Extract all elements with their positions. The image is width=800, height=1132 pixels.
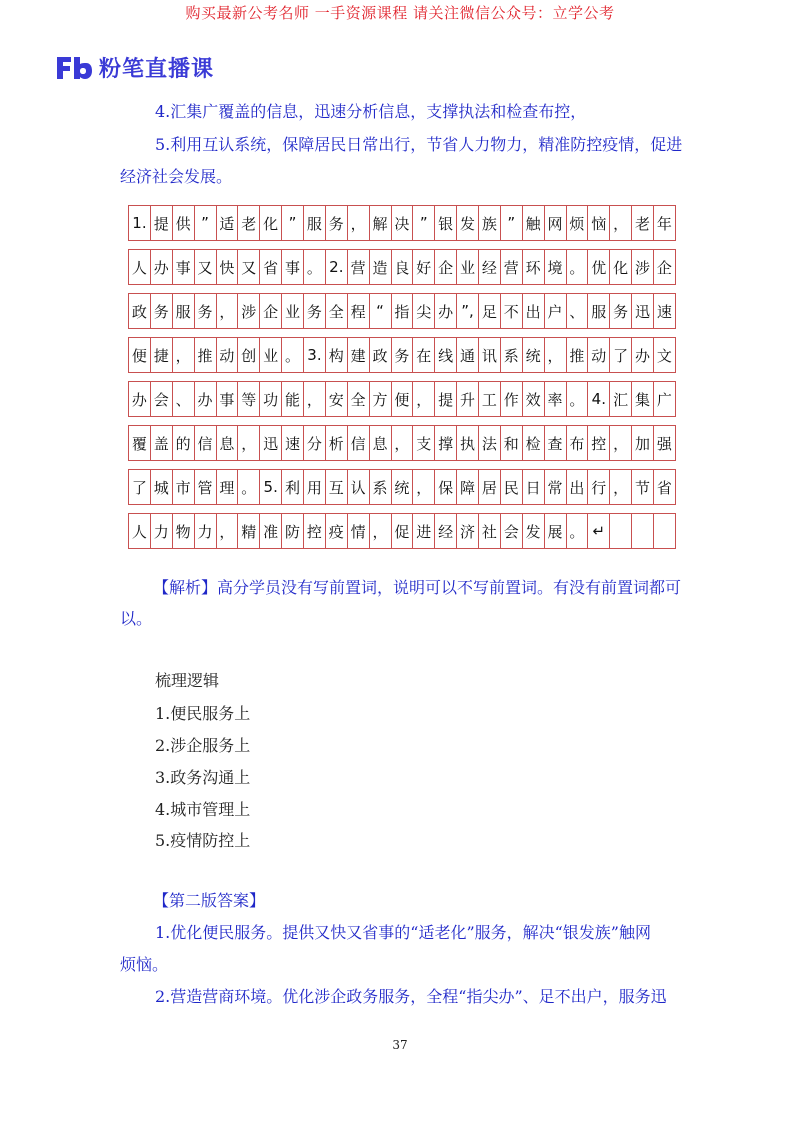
grid-cell: 功: [259, 382, 281, 416]
grid-cell: 会: [500, 514, 522, 548]
logic-item-4: 4.城市管理上: [155, 800, 251, 819]
brand-logo: [55, 52, 214, 83]
fenbi-logo-icon: [55, 55, 93, 81]
grid-cell: 、: [566, 294, 588, 328]
grid-cell: 涉: [631, 250, 653, 284]
grid-cell: 5.: [259, 470, 281, 504]
grid-cell: 障: [456, 470, 478, 504]
grid-cell: ↵: [587, 514, 609, 548]
grid-cell: 足: [478, 294, 500, 328]
grid-cell: 优: [587, 250, 609, 284]
grid-cell: 企: [653, 250, 676, 284]
grid-cell: ，: [412, 382, 434, 416]
grid-cell: 社: [478, 514, 500, 548]
grid-cell: 布: [566, 426, 588, 460]
grid-cell: 4.: [587, 382, 609, 416]
grid-cell: 动: [587, 338, 609, 372]
grid-cell: 出: [566, 470, 588, 504]
grid-cell: 了: [609, 338, 631, 372]
grid-cell: 恼: [587, 206, 609, 240]
grid-cell: 适: [216, 206, 238, 240]
grid-cell: 提: [150, 206, 172, 240]
grid-cell: ，: [391, 426, 413, 460]
grid-cell: 检: [522, 426, 544, 460]
grid-cell: 事: [172, 250, 194, 284]
logic-item-5: 5.疫情防控上: [155, 831, 251, 850]
grid-cell: 、: [172, 382, 194, 416]
grid-cell: ，: [369, 514, 391, 548]
grid-cell: ”: [194, 206, 216, 240]
grid-cell: 方: [369, 382, 391, 416]
grid-cell: [653, 514, 676, 548]
grid-cell: 环: [522, 250, 544, 284]
second-line-1-cont: 烦恼。: [120, 955, 169, 974]
grid-cell: 政: [369, 338, 391, 372]
grid-cell: 认: [347, 470, 369, 504]
grid-cell: 济: [456, 514, 478, 548]
grid-cell: 民: [500, 470, 522, 504]
grid-cell: 程: [347, 294, 369, 328]
grid-cell: 行: [587, 470, 609, 504]
grid-cell: 好: [412, 250, 434, 284]
grid-cell: 务: [194, 294, 216, 328]
grid-cell: 快: [216, 250, 238, 284]
grid-cell: 城: [150, 470, 172, 504]
grid-cell: 务: [150, 294, 172, 328]
grid-cell: 在: [412, 338, 434, 372]
grid-cell: 烦: [566, 206, 588, 240]
analysis-line-1: [153, 577, 681, 599]
grid-cell: 老: [631, 206, 653, 240]
grid-cell: 通: [456, 338, 478, 372]
grid-cell: 办: [631, 338, 653, 372]
grid-cell: 力: [194, 514, 216, 548]
grid-cell: 户: [544, 294, 566, 328]
grid-cell: 业: [456, 250, 478, 284]
grid-cell: 控: [587, 426, 609, 460]
grid-cell: 。: [566, 382, 588, 416]
grid-cell: 速: [653, 294, 676, 328]
grid-cell: 。: [237, 470, 259, 504]
grid-cell: 。: [566, 250, 588, 284]
grid-cell: 析: [325, 426, 347, 460]
grid-cell: 发: [522, 514, 544, 548]
grid-cell: 促: [391, 514, 413, 548]
grid-cell: 理: [216, 470, 238, 504]
grid-cell: 省: [653, 470, 676, 504]
grid-cell: 统: [522, 338, 544, 372]
grid-cell: 业: [281, 294, 303, 328]
grid-cell: 进: [412, 514, 434, 548]
grid-cell: 决: [391, 206, 413, 240]
logic-item-1: 1.便民服务上: [155, 704, 251, 723]
grid-cell: 银: [434, 206, 456, 240]
grid-cell: ，: [216, 514, 238, 548]
grid-cell: ”,: [456, 294, 478, 328]
grid-row: [128, 381, 676, 417]
grid-cell: 执: [456, 426, 478, 460]
grid-cell: 和: [500, 426, 522, 460]
grid-row: [128, 337, 676, 373]
grid-cell: 安: [325, 382, 347, 416]
grid-cell: ，: [412, 470, 434, 504]
grid-cell: 查: [544, 426, 566, 460]
grid-cell: 办: [150, 250, 172, 284]
grid-cell: 又: [194, 250, 216, 284]
second-version-tag: 【第二版答案】: [153, 891, 266, 910]
grid-cell: 便: [128, 338, 150, 372]
grid-cell: 控: [303, 514, 325, 548]
grid-cell: 加: [631, 426, 653, 460]
grid-cell: 集: [631, 382, 653, 416]
grid-cell: [609, 514, 631, 548]
grid-cell: 事: [216, 382, 238, 416]
grid-cell: 构: [325, 338, 347, 372]
grid-row: [128, 249, 676, 285]
grid-cell: 事: [281, 250, 303, 284]
grid-cell: 又: [237, 250, 259, 284]
grid-cell: 迅: [259, 426, 281, 460]
grid-cell: 务: [303, 294, 325, 328]
grid-cell: 统: [391, 470, 413, 504]
grid-cell: ，: [609, 206, 631, 240]
grid-cell: 升: [456, 382, 478, 416]
grid-cell: 推: [566, 338, 588, 372]
grid-cell: 营: [347, 250, 369, 284]
grid-cell: 动: [216, 338, 238, 372]
logic-title: 梳理逻辑: [155, 671, 220, 690]
grid-cell: 服: [303, 206, 325, 240]
grid-cell: 了: [128, 470, 150, 504]
grid-cell: 保: [434, 470, 456, 504]
grid-cell: 办: [434, 294, 456, 328]
analysis-tag: 【解析】: [153, 578, 218, 597]
grid-cell: ，: [609, 426, 631, 460]
second-line-1: 1.优化便民服务。提供又快又省事的“适老化”服务，解决“银发族”触网: [155, 923, 651, 942]
grid-cell: 建: [347, 338, 369, 372]
grid-cell: 管: [194, 470, 216, 504]
grid-cell: 分: [303, 426, 325, 460]
grid-cell: 息: [369, 426, 391, 460]
grid-cell: 信: [194, 426, 216, 460]
grid-cell: 省: [259, 250, 281, 284]
grid-cell: 法: [478, 426, 500, 460]
grid-cell: 政: [128, 294, 150, 328]
grid-cell: ”: [500, 206, 522, 240]
grid-cell: 务: [609, 294, 631, 328]
grid-cell: 节: [631, 470, 653, 504]
grid-cell: 务: [391, 338, 413, 372]
grid-cell: 全: [325, 294, 347, 328]
grid-cell: 族: [478, 206, 500, 240]
grid-cell: 系: [369, 470, 391, 504]
grid-cell: 能: [281, 382, 303, 416]
grid-cell: 撑: [434, 426, 456, 460]
answer-grid: [128, 205, 676, 553]
grid-cell: 人: [128, 514, 150, 548]
grid-row: [128, 469, 676, 505]
grid-cell: 作: [500, 382, 522, 416]
grid-row: [128, 425, 676, 461]
grid-cell: 防: [281, 514, 303, 548]
grid-cell: 供: [172, 206, 194, 240]
grid-cell: 息: [216, 426, 238, 460]
grid-cell: 强: [653, 426, 676, 460]
second-line-2: 2.营造营商环境。优化涉企政务服务，全程“指尖办”、足不出户，服务迅: [155, 987, 667, 1006]
grid-cell: 涉: [237, 294, 259, 328]
grid-cell: 文: [653, 338, 676, 372]
grid-cell: 。: [281, 338, 303, 372]
grid-cell: 化: [259, 206, 281, 240]
grid-cell: 盖: [150, 426, 172, 460]
grid-cell: 化: [609, 250, 631, 284]
grid-cell: 年: [653, 206, 676, 240]
grid-cell: 良: [391, 250, 413, 284]
page-number: 37: [392, 1038, 408, 1052]
grid-cell: 经: [478, 250, 500, 284]
grid-cell: 老: [237, 206, 259, 240]
grid-row: [128, 205, 676, 241]
grid-cell: ”: [412, 206, 434, 240]
grid-cell: 1.: [128, 206, 150, 240]
grid-cell: 迅: [631, 294, 653, 328]
grid-cell: 利: [281, 470, 303, 504]
grid-cell: 信: [347, 426, 369, 460]
grid-cell: 等: [237, 382, 259, 416]
grid-cell: 。: [303, 250, 325, 284]
grid-cell: 营: [500, 250, 522, 284]
intro-line-4: 4.汇集广覆盖的信息，迅速分析信息，支撑执法和检查布控，: [155, 102, 587, 121]
grid-cell: 境: [544, 250, 566, 284]
grid-cell: ，: [609, 470, 631, 504]
grid-cell: 不: [500, 294, 522, 328]
intro-line-5: 5.利用互认系统，保障居民日常出行，节省人力物力，精准防控疫情，促进: [155, 135, 683, 154]
grid-cell: 支: [412, 426, 434, 460]
grid-cell: 触: [522, 206, 544, 240]
grid-cell: 的: [172, 426, 194, 460]
grid-cell: 业: [259, 338, 281, 372]
grid-cell: 尖: [412, 294, 434, 328]
logic-item-2: 2.涉企服务上: [155, 736, 251, 755]
grid-cell: 居: [478, 470, 500, 504]
intro-line-5-cont: 经济社会发展。: [120, 167, 233, 186]
grid-cell: 系: [500, 338, 522, 372]
grid-cell: 指: [391, 294, 413, 328]
grid-cell: “: [369, 294, 391, 328]
grid-cell: 广: [653, 382, 676, 416]
grid-cell: 便: [391, 382, 413, 416]
grid-row: [128, 293, 676, 329]
grid-cell: 人: [128, 250, 150, 284]
grid-cell: 经: [434, 514, 456, 548]
grid-cell: 互: [325, 470, 347, 504]
grid-cell: 解: [369, 206, 391, 240]
grid-cell: 企: [259, 294, 281, 328]
grid-cell: 提: [434, 382, 456, 416]
grid-cell: 情: [347, 514, 369, 548]
grid-cell: ，: [544, 338, 566, 372]
grid-cell: 3.: [303, 338, 325, 372]
grid-cell: 务: [325, 206, 347, 240]
grid-cell: 企: [434, 250, 456, 284]
grid-cell: 物: [172, 514, 194, 548]
grid-cell: ，: [237, 426, 259, 460]
grid-cell: [631, 514, 653, 548]
grid-cell: 汇: [609, 382, 631, 416]
grid-cell: 准: [259, 514, 281, 548]
grid-cell: 推: [194, 338, 216, 372]
grid-cell: 服: [172, 294, 194, 328]
grid-cell: 造: [369, 250, 391, 284]
grid-cell: 工: [478, 382, 500, 416]
grid-cell: 用: [303, 470, 325, 504]
grid-cell: 展: [544, 514, 566, 548]
analysis-line-2: 以。: [120, 609, 153, 628]
grid-cell: 速: [281, 426, 303, 460]
grid-cell: 创: [237, 338, 259, 372]
promo-banner: 购买最新公考名师 一手资源课程 请关注微信公众号：立学公考: [185, 4, 615, 22]
grid-cell: 办: [128, 382, 150, 416]
grid-cell: ”: [281, 206, 303, 240]
grid-row: [128, 513, 676, 549]
grid-cell: 2.: [325, 250, 347, 284]
analysis-text: 高分学员没有写前置词，说明可以不写前置词。有没有前置词都可: [217, 578, 682, 597]
grid-cell: 捷: [150, 338, 172, 372]
grid-cell: 力: [150, 514, 172, 548]
grid-cell: ，: [303, 382, 325, 416]
grid-cell: 日: [522, 470, 544, 504]
grid-cell: 讯: [478, 338, 500, 372]
grid-cell: 会: [150, 382, 172, 416]
grid-cell: 市: [172, 470, 194, 504]
logic-item-3: 3.政务沟通上: [155, 768, 251, 787]
grid-cell: 。: [566, 514, 588, 548]
grid-cell: 线: [434, 338, 456, 372]
grid-cell: 率: [544, 382, 566, 416]
grid-cell: 全: [347, 382, 369, 416]
grid-cell: ，: [347, 206, 369, 240]
grid-cell: 效: [522, 382, 544, 416]
grid-cell: 服: [587, 294, 609, 328]
grid-cell: 网: [544, 206, 566, 240]
logo-text: 粉笔直播课: [99, 57, 215, 82]
grid-cell: 发: [456, 206, 478, 240]
grid-cell: 出: [522, 294, 544, 328]
grid-cell: ，: [172, 338, 194, 372]
grid-cell: 精: [237, 514, 259, 548]
grid-cell: ，: [216, 294, 238, 328]
grid-cell: 疫: [325, 514, 347, 548]
grid-cell: 常: [544, 470, 566, 504]
grid-cell: 覆: [128, 426, 150, 460]
grid-cell: 办: [194, 382, 216, 416]
